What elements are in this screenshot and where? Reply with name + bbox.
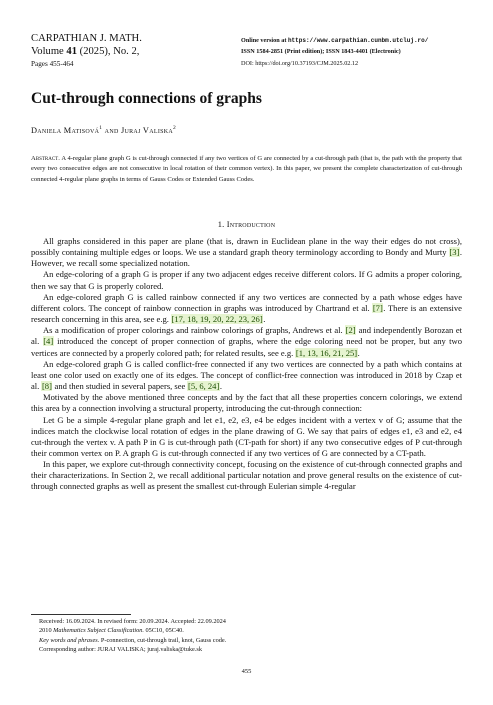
- citation-link[interactable]: [1, 13, 16, 21, 25]: [295, 347, 358, 358]
- keywords: Key words and phrases. P-connection, cut-through trail, knot, Gauss code.: [39, 636, 227, 644]
- citation-link[interactable]: [17, 18, 19, 20, 22, 23, 26]: [171, 314, 263, 325]
- affiliation-marker[interactable]: 2: [173, 125, 177, 131]
- paragraph: In this paper, we explore cut-through connectivity concept, focusing on the existence of cut-through connected graphs and their characterizations. In Section 2, we recall additional particular notation and prove general results on the existence of cut-through connected graphs as well as present the smallest cut-through Eulerian simple 4-regular: [31, 459, 462, 492]
- publication-info: [241, 35, 481, 69]
- affiliation-marker[interactable]: 1: [99, 125, 103, 131]
- paper-title: Cut-through connections of graphs: [31, 90, 262, 107]
- footnote-divider: [31, 614, 131, 615]
- abstract-text: A 4-regular plane graph G is cut-through connected if any two vertices of G are connected by a cut-through path (that is, the path with the property that every two consecutive edges are not consecutive in local rotation of their common vertex). In this paper, we present the complete characterization of cut-through connected 4-regular plane graphs in terms of Gauss Codes or Extended Gauss Codes.: [31, 155, 462, 183]
- author-line: Daniela Matisová$^1$ and Juraj Valiska$^2$: [31, 125, 177, 135]
- section-heading: 1. Introduction: [217, 220, 276, 229]
- paragraph: An edge-colored graph G is called rainbow connected if any two vertices are connected by a path whose edges have different colors. The concept of rainbow connection in graphs was introduced by Chartrand et al. [7]. There is an extensive research concerning in this area, see e.g. [17, 18, 19, 20, 22, 23, 26].: [31, 291, 462, 325]
- journal-header: [31, 32, 201, 69]
- journal-pages: Pages 455-464: [31, 60, 74, 68]
- received-dates: Received: 16.09.2024. In revised form: 20.09.2024. Accepted: 22.09.2024: [39, 618, 226, 625]
- page-number: 455: [241, 668, 252, 675]
- issn-line: ISSN 1584-2851 (Print edition); ISSN 1843-4401 (Electronic): [241, 48, 401, 56]
- abstract: [31, 154, 462, 185]
- author-name: Daniela Matisová: [31, 125, 100, 135]
- section-body: [31, 236, 462, 493]
- citation-link[interactable]: [5, 6, 24]: [187, 381, 220, 392]
- corresponding-author: Corresponding author: JURAJ VALISKA; juraj.valiska@tuke.sk: [39, 646, 202, 654]
- msc-classification: 2010 Mathematics Subject Classification. 05C10, 05C40.: [39, 627, 184, 635]
- paragraph: Let G be a simple 4-regular plane graph and let e1, e2, e3, e4 be edges incident with a vertex v of G; assume that the indices match the clockwise local rotation of edges in the plane drawing of G. We say that pairs of edges e1, e3 and e2, e4 cut-through the vertex v. A path P in G is cut-through path (CT-path for short) if any two consecutive edges of P cut-through their common vertex on P. A graph G is cut-through connected if any two vertices of G are connected by a CT-path.: [31, 414, 462, 458]
- paragraph: All graphs considered in this paper are plane (that is, drawn in Euclidean plane in the way their edges do not cross), possibly containing multiple edges or loops. We use a standard graph theory terminology according to Bondy and Murty [3]. However, we recall some specialized notation.: [31, 236, 462, 269]
- abstract-label: Abstract.: [31, 155, 60, 162]
- citation-link[interactable]: [3]: [449, 247, 460, 258]
- citation-link[interactable]: [7]: [372, 302, 383, 313]
- citation-link[interactable]: [8]: [41, 381, 52, 392]
- journal-name: CARPATHIAN J. MATH.: [31, 33, 142, 44]
- citation-link[interactable]: [2]: [345, 325, 356, 336]
- online-version: Online version at https://www.carpathian.cunbm.utcluj.ro/: [241, 37, 429, 44]
- citation-link[interactable]: [4]: [43, 336, 54, 347]
- paragraph: An edge-coloring of a graph G is proper if any two adjacent edges receive different colors. If G admits a proper coloring, then we say that G is properly colored.: [31, 269, 462, 291]
- author-name: Juraj Valiska: [120, 125, 174, 135]
- paragraph: Motivated by the above mentioned three concepts and by the fact that all these properties concern colorings, we extend this area by a connection involving a structural property, introducing the cut-through connection:: [31, 392, 462, 414]
- journal-url-link[interactable]: https://www.carpathian.cunbm.utcluj.ro/: [287, 37, 429, 44]
- footnotes: [39, 617, 469, 655]
- doi-link[interactable]: DOI: https://doi.org/10.37193/CJM.2025.02.12: [241, 59, 359, 67]
- paragraph: As a modification of proper colorings and rainbow colorings of graphs, Andrews et al. [2] and independently Borozan et al. [4] introduced the concept of proper connection of graphs, where the edge coloring need not be proper, but any two vertices are connected by a properly colored path; for related results, see e.g. [1, 13, 16, 21, 25].: [31, 325, 462, 358]
- paragraph: An edge-colored graph G is called conflict-free connected if any two vertices are connected by a path which contains at least one color used on exactly one of its edges. The concept of conflict-free connection was introduced in 2018 by Czap et al. [8] and then studied in several papers, see [5, 6, 24].: [31, 358, 462, 392]
- journal-volume: Volume 41 (2025), No. 2,: [31, 46, 140, 57]
